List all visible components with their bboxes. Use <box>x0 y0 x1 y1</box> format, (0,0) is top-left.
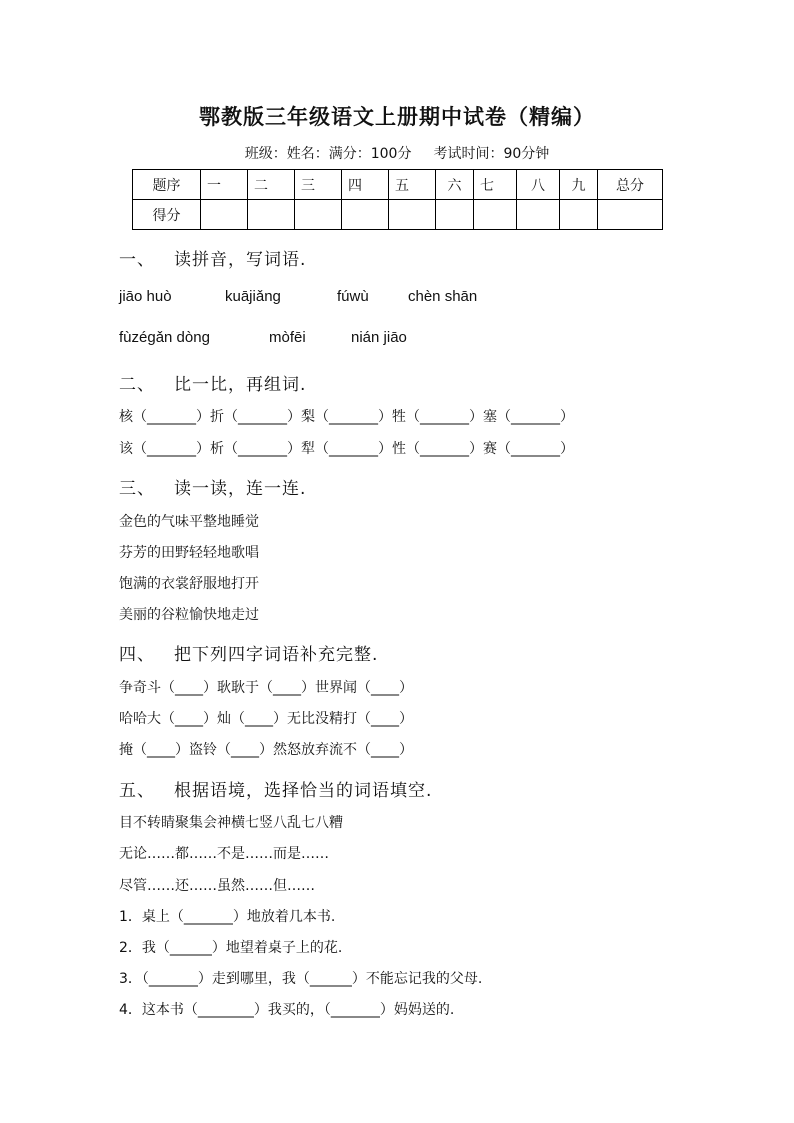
score-cell[interactable] <box>560 200 598 230</box>
header-cell: 四 <box>342 170 389 200</box>
compare-line: 该（_______）析（_______）犁（_______）性（_______）赛（_______） <box>119 441 574 457</box>
idiom-line: 哈哈大（____）灿（____）无比没精打（____） <box>119 711 413 727</box>
score-table-score-row <box>133 200 663 230</box>
idiom-line: 争奇斗（____）耿耿于（____）世界闻（____） <box>119 680 413 696</box>
row-label-cell: 得分 <box>133 200 201 230</box>
score-cell[interactable] <box>598 200 663 230</box>
header-cell: 九 <box>560 170 598 200</box>
header-cell: 八 <box>517 170 560 200</box>
header-cell: 二 <box>248 170 295 200</box>
section-number: 三、 <box>119 479 155 499</box>
pinyin-item: nián jiāo <box>351 329 407 346</box>
section-3-heading <box>119 474 306 499</box>
class-name-score-info: 班级：姓名：满分：100分 <box>244 146 412 162</box>
header-cell: 六 <box>436 170 474 200</box>
pinyin-item: kuājiǎng <box>225 288 281 305</box>
header-cell: 五 <box>389 170 436 200</box>
section-text: 读一读，连一连. <box>174 479 307 499</box>
exam-info <box>0 143 794 163</box>
section-number: 一、 <box>119 250 155 270</box>
score-cell[interactable] <box>436 200 474 230</box>
word-bank-line: 无论……都……不是……而是…… <box>119 846 329 862</box>
pinyin-item: chèn shān <box>408 288 478 305</box>
pinyin-item: jiāo huò <box>119 288 172 305</box>
pinyin-item: fùzégǎn dòng <box>119 329 210 346</box>
pinyin-item: mòfēi <box>269 329 306 346</box>
section-text: 读拼音，写词语. <box>174 250 307 270</box>
score-cell[interactable] <box>474 200 517 230</box>
pinyin-item: fúwù <box>337 288 369 305</box>
connect-line: 美丽的谷粒愉快地走过 <box>119 607 259 623</box>
section-number: 二、 <box>119 375 155 395</box>
score-table-header-row <box>133 170 663 200</box>
section-5-heading <box>119 776 432 801</box>
header-cell: 题序 <box>133 170 201 200</box>
section-number: 五、 <box>119 781 155 801</box>
page-title: 鄂教版三年级语文上册期中试卷（精编） <box>199 104 595 129</box>
score-cell[interactable] <box>248 200 295 230</box>
compare-line: 核（_______）折（_______）梨（_______）牲（_______）塞（_______） <box>119 409 574 425</box>
connect-line: 芬芳的田野轻轻地歌唱 <box>119 545 259 561</box>
score-table <box>132 169 663 230</box>
connect-line: 金色的气味平整地睡觉 <box>119 514 259 530</box>
exam-time-info: 考试时间：90分钟 <box>433 146 550 162</box>
score-cell[interactable] <box>201 200 248 230</box>
fill-blank-question: 4．这本书（________）我买的，（_______）妈妈送的. <box>119 1002 455 1018</box>
word-bank-line: 尽管……还……虽然……但…… <box>119 878 315 894</box>
fill-blank-question: 2．我（______）地望着桌子上的花. <box>119 940 343 956</box>
section-text: 根据语境，选择恰当的词语填空. <box>174 781 433 801</box>
section-text: 把下列四字词语补充完整. <box>174 645 379 665</box>
fill-blank-question: 1．桌上（_______）地放着几本书. <box>119 909 336 925</box>
idiom-line: 掩（____）盗铃（____）然怒放弃流不（____） <box>119 742 413 758</box>
section-number: 四、 <box>119 645 155 665</box>
score-cell[interactable] <box>342 200 389 230</box>
section-text: 比一比，再组词. <box>174 375 307 395</box>
section-1-heading <box>119 245 306 270</box>
score-cell[interactable] <box>389 200 436 230</box>
header-cell: 三 <box>295 170 342 200</box>
score-cell[interactable] <box>295 200 342 230</box>
header-cell: 七 <box>474 170 517 200</box>
header-cell: 一 <box>201 170 248 200</box>
score-cell[interactable] <box>517 200 560 230</box>
section-2-heading <box>119 370 306 395</box>
section-4-heading <box>119 640 378 665</box>
fill-blank-question: 3．（_______）走到哪里，我（______）不能忘记我的父母. <box>119 971 483 987</box>
connect-line: 饱满的衣裳舒服地打开 <box>119 576 259 592</box>
header-cell: 总分 <box>598 170 663 200</box>
word-bank-line: 目不转睛聚集会神横七竖八乱七八糟 <box>119 815 343 831</box>
